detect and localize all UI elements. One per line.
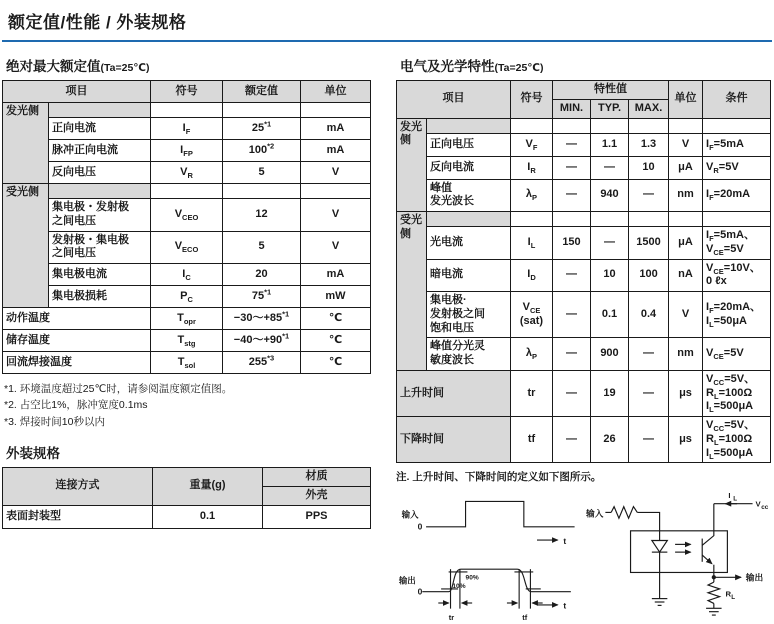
condition-cell: $I_F=5mA$、 $V_{CE}=5V$ <box>703 227 771 260</box>
min-cell: — <box>553 370 591 416</box>
rl-label: R <box>725 589 732 599</box>
package-table <box>2 467 371 529</box>
input-pulse-trace <box>426 502 575 527</box>
test-circuit-diagram <box>586 488 770 624</box>
value-cell: $-40\sim+90^{*1}$ <box>223 330 301 352</box>
unit-cell: nm <box>669 179 703 212</box>
col-header-shell: 外壳 <box>263 486 371 505</box>
typ-cell: — <box>591 156 629 179</box>
empty-cell <box>703 118 771 133</box>
package-type-cell: 表面封装型 <box>3 505 153 528</box>
timing-diagrams <box>396 488 770 624</box>
item-name: 上升时间 <box>397 370 511 416</box>
max-cell: — <box>629 179 669 212</box>
il-label: I <box>728 491 731 501</box>
typ-cell: 900 <box>591 338 629 371</box>
elec-heading <box>400 55 770 75</box>
section-fill <box>49 184 151 199</box>
footnote-line: *2. 占空比1%，脉冲宽度0.1ms <box>4 399 148 412</box>
item-name: 光电流 <box>427 227 511 260</box>
item-name: 集电极损耗 <box>49 286 151 308</box>
symbol-cell: $\lambda_P$ <box>511 338 553 371</box>
item-name: 脉冲正向电流 <box>49 140 151 162</box>
value-cell: 12 <box>223 199 301 232</box>
elec-heading-text: 电气及光学特性 <box>400 59 495 74</box>
t-label: t <box>563 600 567 611</box>
unit-cell: V <box>301 162 371 184</box>
unit-cell: mA <box>301 140 371 162</box>
col-header-item: 项目 <box>397 81 511 119</box>
item-name: 反向电压 <box>49 162 151 184</box>
item-name: 正向电流 <box>49 118 151 140</box>
zero-label: 0 <box>417 521 423 532</box>
footnotes <box>4 381 370 430</box>
unit-cell: μA <box>669 227 703 260</box>
input-resistor <box>611 507 637 519</box>
symbol-cell: $\lambda_P$ <box>511 179 553 212</box>
col-header-material: 材质 <box>263 467 371 486</box>
item-name: 峰值 发光波长 <box>427 179 511 212</box>
col-header-condition: 条件 <box>703 81 771 119</box>
col-header-weight: 重量(g) <box>153 467 263 505</box>
input-label: 输入 <box>586 508 604 519</box>
empty-cell <box>151 184 223 199</box>
item-name: 暗电流 <box>427 259 511 292</box>
unit-cell: nA <box>669 259 703 292</box>
max-cell: — <box>629 338 669 371</box>
unit-cell: mW <box>301 286 371 308</box>
typ-cell: 940 <box>591 179 629 212</box>
symbol-cell: $I_{FP}$ <box>151 140 223 162</box>
condition-cell: $I_F=5mA$ <box>703 133 771 156</box>
typ-cell: 10 <box>591 259 629 292</box>
symbol-cell: $V_{CE}$ (sat) <box>511 292 553 338</box>
typ-cell: 19 <box>591 370 629 416</box>
vcc-label: V <box>755 499 761 509</box>
condition-cell: $V_{CC}=5V$、 $R_L=100\Omega$ $I_L=500\mu A$ <box>703 417 771 463</box>
symbol-cell: tf <box>511 417 553 463</box>
col-header-item: 项目 <box>3 81 151 103</box>
col-header-max: MAX. <box>629 99 669 118</box>
symbol-cell: $T_{stg}$ <box>151 330 223 352</box>
footnote-line: *3. 焊接时间10秒以内 <box>4 415 105 428</box>
unit-cell: ℃ <box>301 352 371 374</box>
two-column-layout <box>2 51 772 624</box>
symbol-cell: tr <box>511 370 553 416</box>
tf-label: tf <box>522 613 528 623</box>
col-header-unit: 单位 <box>669 81 703 119</box>
section-label: 发光侧 <box>3 103 49 184</box>
item-name: 峰值分光灵 敏度波长 <box>427 338 511 371</box>
section-label: 发光侧 <box>397 118 427 212</box>
empty-cell <box>511 212 553 227</box>
condition-cell: $V_R=5V$ <box>703 156 771 179</box>
symbol-cell: $P_C$ <box>151 286 223 308</box>
item-name: 集电极· 发射极之间 饱和电压 <box>427 292 511 338</box>
output-label: 输出 <box>745 572 764 583</box>
package-heading: 外装规格 <box>6 445 60 461</box>
max-cell: 1.3 <box>629 133 669 156</box>
waveform-diagram <box>396 488 584 624</box>
empty-cell <box>511 118 553 133</box>
min-cell: — <box>553 156 591 179</box>
rl-label-sub: L <box>731 594 736 602</box>
unit-cell: μA <box>669 156 703 179</box>
unit-cell: μs <box>669 417 703 463</box>
tr-label: tr <box>448 613 455 623</box>
item-name: 回流焊接温度 <box>3 352 151 374</box>
symbol-cell: $I_R$ <box>511 156 553 179</box>
item-name: 集电极电流 <box>49 264 151 286</box>
value-cell: 75$^{*1}$ <box>223 286 301 308</box>
symbol-cell: $I_F$ <box>151 118 223 140</box>
empty-cell <box>151 103 223 118</box>
value-cell: 25$^{*1}$ <box>223 118 301 140</box>
empty-cell <box>223 184 301 199</box>
transistor-collector <box>702 504 714 546</box>
elec-heading-cond: (Ta=25℃) <box>494 62 544 74</box>
unit-cell: V <box>301 231 371 264</box>
symbol-cell: $T_{sol}$ <box>151 352 223 374</box>
value-cell: 5 <box>223 162 301 184</box>
unit-cell: ℃ <box>301 330 371 352</box>
min-cell: 150 <box>553 227 591 260</box>
max-cell: 1500 <box>629 227 669 260</box>
timing-note: 注. 上升时间、下降时间的定义如下图所示。 <box>396 471 602 484</box>
led-triangle <box>652 541 667 553</box>
min-cell: — <box>553 417 591 463</box>
max-cell: 100 <box>629 259 669 292</box>
min-cell: — <box>553 292 591 338</box>
weight-cell: 0.1 <box>153 505 263 528</box>
rl-resistor <box>708 582 720 603</box>
col-header-unit: 单位 <box>301 81 371 103</box>
page-title: 额定值/性能 / 外装规格 <box>8 13 187 32</box>
electro-optical-table <box>396 80 771 463</box>
item-name: 发射极・集电极 之间电压 <box>49 231 151 264</box>
typ-cell: — <box>591 227 629 260</box>
max-cell: 10 <box>629 156 669 179</box>
symbol-cell: $V_R$ <box>151 162 223 184</box>
zero-label: 0 <box>417 586 423 597</box>
max-cell: 0.4 <box>629 292 669 338</box>
item-name: 动作温度 <box>3 308 151 330</box>
abs-max-table <box>2 80 371 374</box>
condition-cell: $I_F=20mA$、 $I_L=50\mu A$ <box>703 292 771 338</box>
footnote-line: *1. 环境温度超过25℃时，请参阅温度额定值图。 <box>4 383 233 395</box>
value-cell: $-30\sim+85^{*1}$ <box>223 308 301 330</box>
symbol-cell: $V_{ECO}$ <box>151 231 223 264</box>
empty-cell <box>301 103 371 118</box>
min-cell: — <box>553 338 591 371</box>
unit-cell: mA <box>301 118 371 140</box>
col-header-connection: 连接方式 <box>3 467 153 505</box>
symbol-cell: $V_F$ <box>511 133 553 156</box>
empty-cell <box>553 212 591 227</box>
min-cell: — <box>553 133 591 156</box>
section-fill <box>427 212 511 227</box>
unit-cell: μs <box>669 370 703 416</box>
item-name: 正向电压 <box>427 133 511 156</box>
empty-cell <box>629 212 669 227</box>
symbol-cell: $T_{opr}$ <box>151 308 223 330</box>
condition-cell: $I_F=20mA$ <box>703 179 771 212</box>
min-cell: — <box>553 179 591 212</box>
max-cell: — <box>629 370 669 416</box>
section-fill <box>49 103 151 118</box>
empty-cell <box>703 212 771 227</box>
empty-cell <box>591 212 629 227</box>
vcc-label-sub: cc <box>761 504 769 512</box>
typ-cell: 1.1 <box>591 133 629 156</box>
input-label: 输入 <box>401 509 419 520</box>
abs-max-heading-cond: (Ta=25℃) <box>100 62 150 74</box>
il-label-sub: L <box>733 495 738 503</box>
typ-cell: 26 <box>591 417 629 463</box>
max-cell: — <box>629 417 669 463</box>
transistor-emitter <box>702 555 712 564</box>
empty-cell <box>669 118 703 133</box>
section-fill <box>427 118 511 133</box>
t-label: t <box>563 536 567 547</box>
col-header-characteristic: 特性值 <box>553 81 669 100</box>
unit-cell: V <box>669 133 703 156</box>
item-name: 集电极・发射极 之间电压 <box>49 199 151 232</box>
condition-cell: $V_{CE}=5V$ <box>703 338 771 371</box>
value-cell: 255$^{*3}$ <box>223 352 301 374</box>
condition-cell: $V_{CE}=10V$、 0 ℓx <box>703 259 771 292</box>
abs-max-heading-text: 绝对最大额定值 <box>6 59 101 74</box>
min-cell: — <box>553 259 591 292</box>
unit-cell: nm <box>669 338 703 371</box>
item-name: 反向电流 <box>427 156 511 179</box>
typ-cell: 0.1 <box>591 292 629 338</box>
right-column <box>396 51 770 624</box>
p90-label: 90% <box>465 574 479 582</box>
wire-to-led <box>637 513 659 531</box>
col-header-min: MIN. <box>553 99 591 118</box>
col-header-typ: TYP. <box>591 99 629 118</box>
section-label: 受光侧 <box>397 212 427 371</box>
condition-cell: $V_{CC}=5V$、 $R_L=100\Omega$ $I_L=500\mu A$ <box>703 370 771 416</box>
value-cell: 5 <box>223 231 301 264</box>
left-column <box>2 51 370 624</box>
empty-cell <box>669 212 703 227</box>
title-rule <box>2 40 772 42</box>
output-label: 输出 <box>398 575 416 586</box>
symbol-cell: $I_D$ <box>511 259 553 292</box>
value-cell: 100$^{*2}$ <box>223 140 301 162</box>
unit-cell: ℃ <box>301 308 371 330</box>
col-header-rating: 额定值 <box>223 81 301 103</box>
shell-material-cell: PPS <box>263 505 371 528</box>
empty-cell <box>629 118 669 133</box>
unit-cell: V <box>301 199 371 232</box>
item-name: 储存温度 <box>3 330 151 352</box>
unit-cell: V <box>669 292 703 338</box>
symbol-cell: $I_L$ <box>511 227 553 260</box>
symbol-cell: $I_C$ <box>151 264 223 286</box>
section-label: 受光侧 <box>3 184 49 308</box>
empty-cell <box>301 184 371 199</box>
unit-cell: mA <box>301 264 371 286</box>
symbol-cell: $V_{CEO}$ <box>151 199 223 232</box>
col-header-symbol: 符号 <box>151 81 223 103</box>
col-header-symbol: 符号 <box>511 81 553 119</box>
abs-max-heading <box>6 55 370 75</box>
empty-cell <box>591 118 629 133</box>
empty-cell <box>553 118 591 133</box>
p10-label: 10% <box>452 583 466 591</box>
value-cell: 20 <box>223 264 301 286</box>
empty-cell <box>223 103 301 118</box>
item-name: 下降时间 <box>397 417 511 463</box>
